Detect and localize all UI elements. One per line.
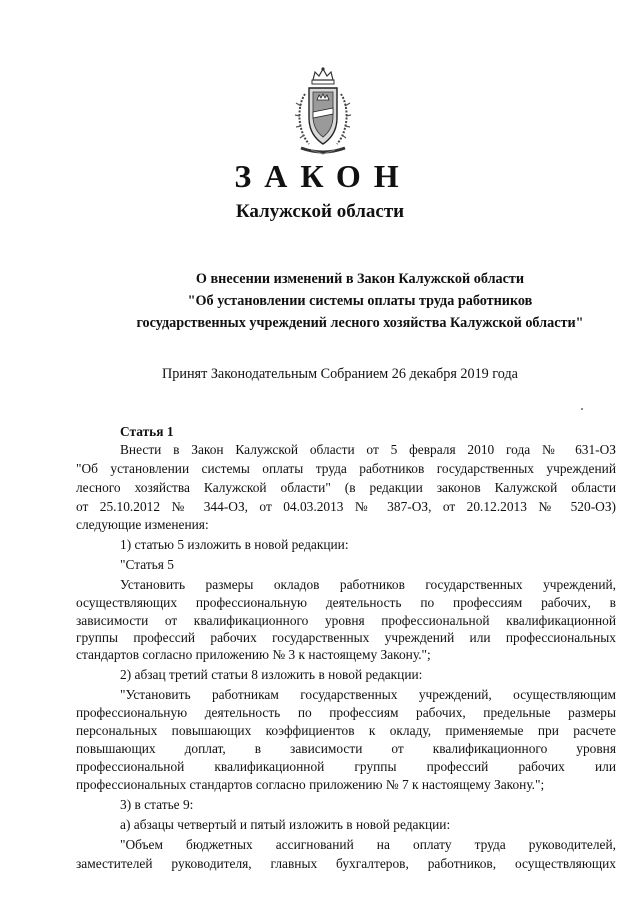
paragraph-line: 3) в статье 9: — [120, 797, 194, 812]
paragraph-line: от 25.10.2012 № 344-ОЗ, от 04.03.2013 № 387-ОЗ, от 20.12.2013 № 520-ОЗ) — [76, 499, 616, 514]
paragraph-line: 1) статью 5 изложить в новой редакции: — [120, 537, 349, 552]
heading-line: государственных учреждений лесного хозяйства Калужской области" — [136, 315, 584, 331]
paragraph-line: профессиональную деятельность по профессиям рабочих, предельные размеры — [76, 705, 616, 720]
document-title: ЗАКОН — [234, 158, 412, 194]
heading-line: О внесении изменений в Закон Калужской области — [195, 271, 525, 287]
paragraph-line: группы профессий рабочих государственных учреждений или профессиональных — [76, 630, 616, 645]
paragraph-line: профессиональной квалификационной группы профессий рабочих или — [76, 759, 616, 774]
document-subtitle: Калужской области — [235, 201, 405, 222]
paragraph-line: Внести в Закон Калужской области от 5 февраля 2010 года № 631-ОЗ — [120, 442, 616, 457]
paragraph-line: а) абзацы четвертый и пятый изложить в новой редакции: — [120, 817, 451, 832]
heading-line: "Об установлении системы оплаты труда работников — [187, 293, 533, 309]
adoption-statement: Принят Законодательным Собранием 26 декабря 2019 года — [162, 366, 518, 382]
paragraph-line: лесного хозяйства Калужской области" (в редакции законов Калужской области — [76, 480, 616, 495]
paragraph-line: "Установить работникам государственных учреждений, осуществляющим — [120, 687, 616, 702]
paragraph-line: персональных повышающих коэффициентов к окладу, применяемые при расчете — [76, 723, 616, 738]
paragraph-line: Установить размеры окладов работников государственных учреждений, — [120, 577, 616, 592]
paragraph-line: "Статья 5 — [120, 557, 174, 572]
paragraph-line: повышающих доплат, в зависимости от квалификационного уровня — [76, 741, 616, 756]
paragraph-line: осуществляющих профессиональную деятельность по профессиям рабочих, в — [76, 595, 616, 610]
paragraph-line: "Объем бюджетных ассигнований на оплату труда руководителей, — [120, 837, 616, 852]
paragraph-line: профессиональных стандартов согласно приложению № 7 к настоящему Закону."; — [76, 777, 545, 792]
paragraph-line: стандартов согласно приложению № 3 к настоящему Закону."; — [76, 647, 431, 662]
article-title: Статья 1 — [120, 424, 174, 439]
paragraph-line: "Об установлении системы оплаты труда работников государственных учреждений — [76, 461, 616, 476]
paragraph-line: заместителей руководителя, главных бухгалтеров, работников, осуществляющих — [76, 856, 616, 871]
paragraph-line: 2) абзац третий статьи 8 изложить в новой редакции: — [120, 667, 423, 682]
paragraph-line: зависимости от квалификационного уровня профессиональной квалификационной — [76, 613, 616, 628]
paragraph-line: следующие изменения: — [76, 517, 209, 532]
